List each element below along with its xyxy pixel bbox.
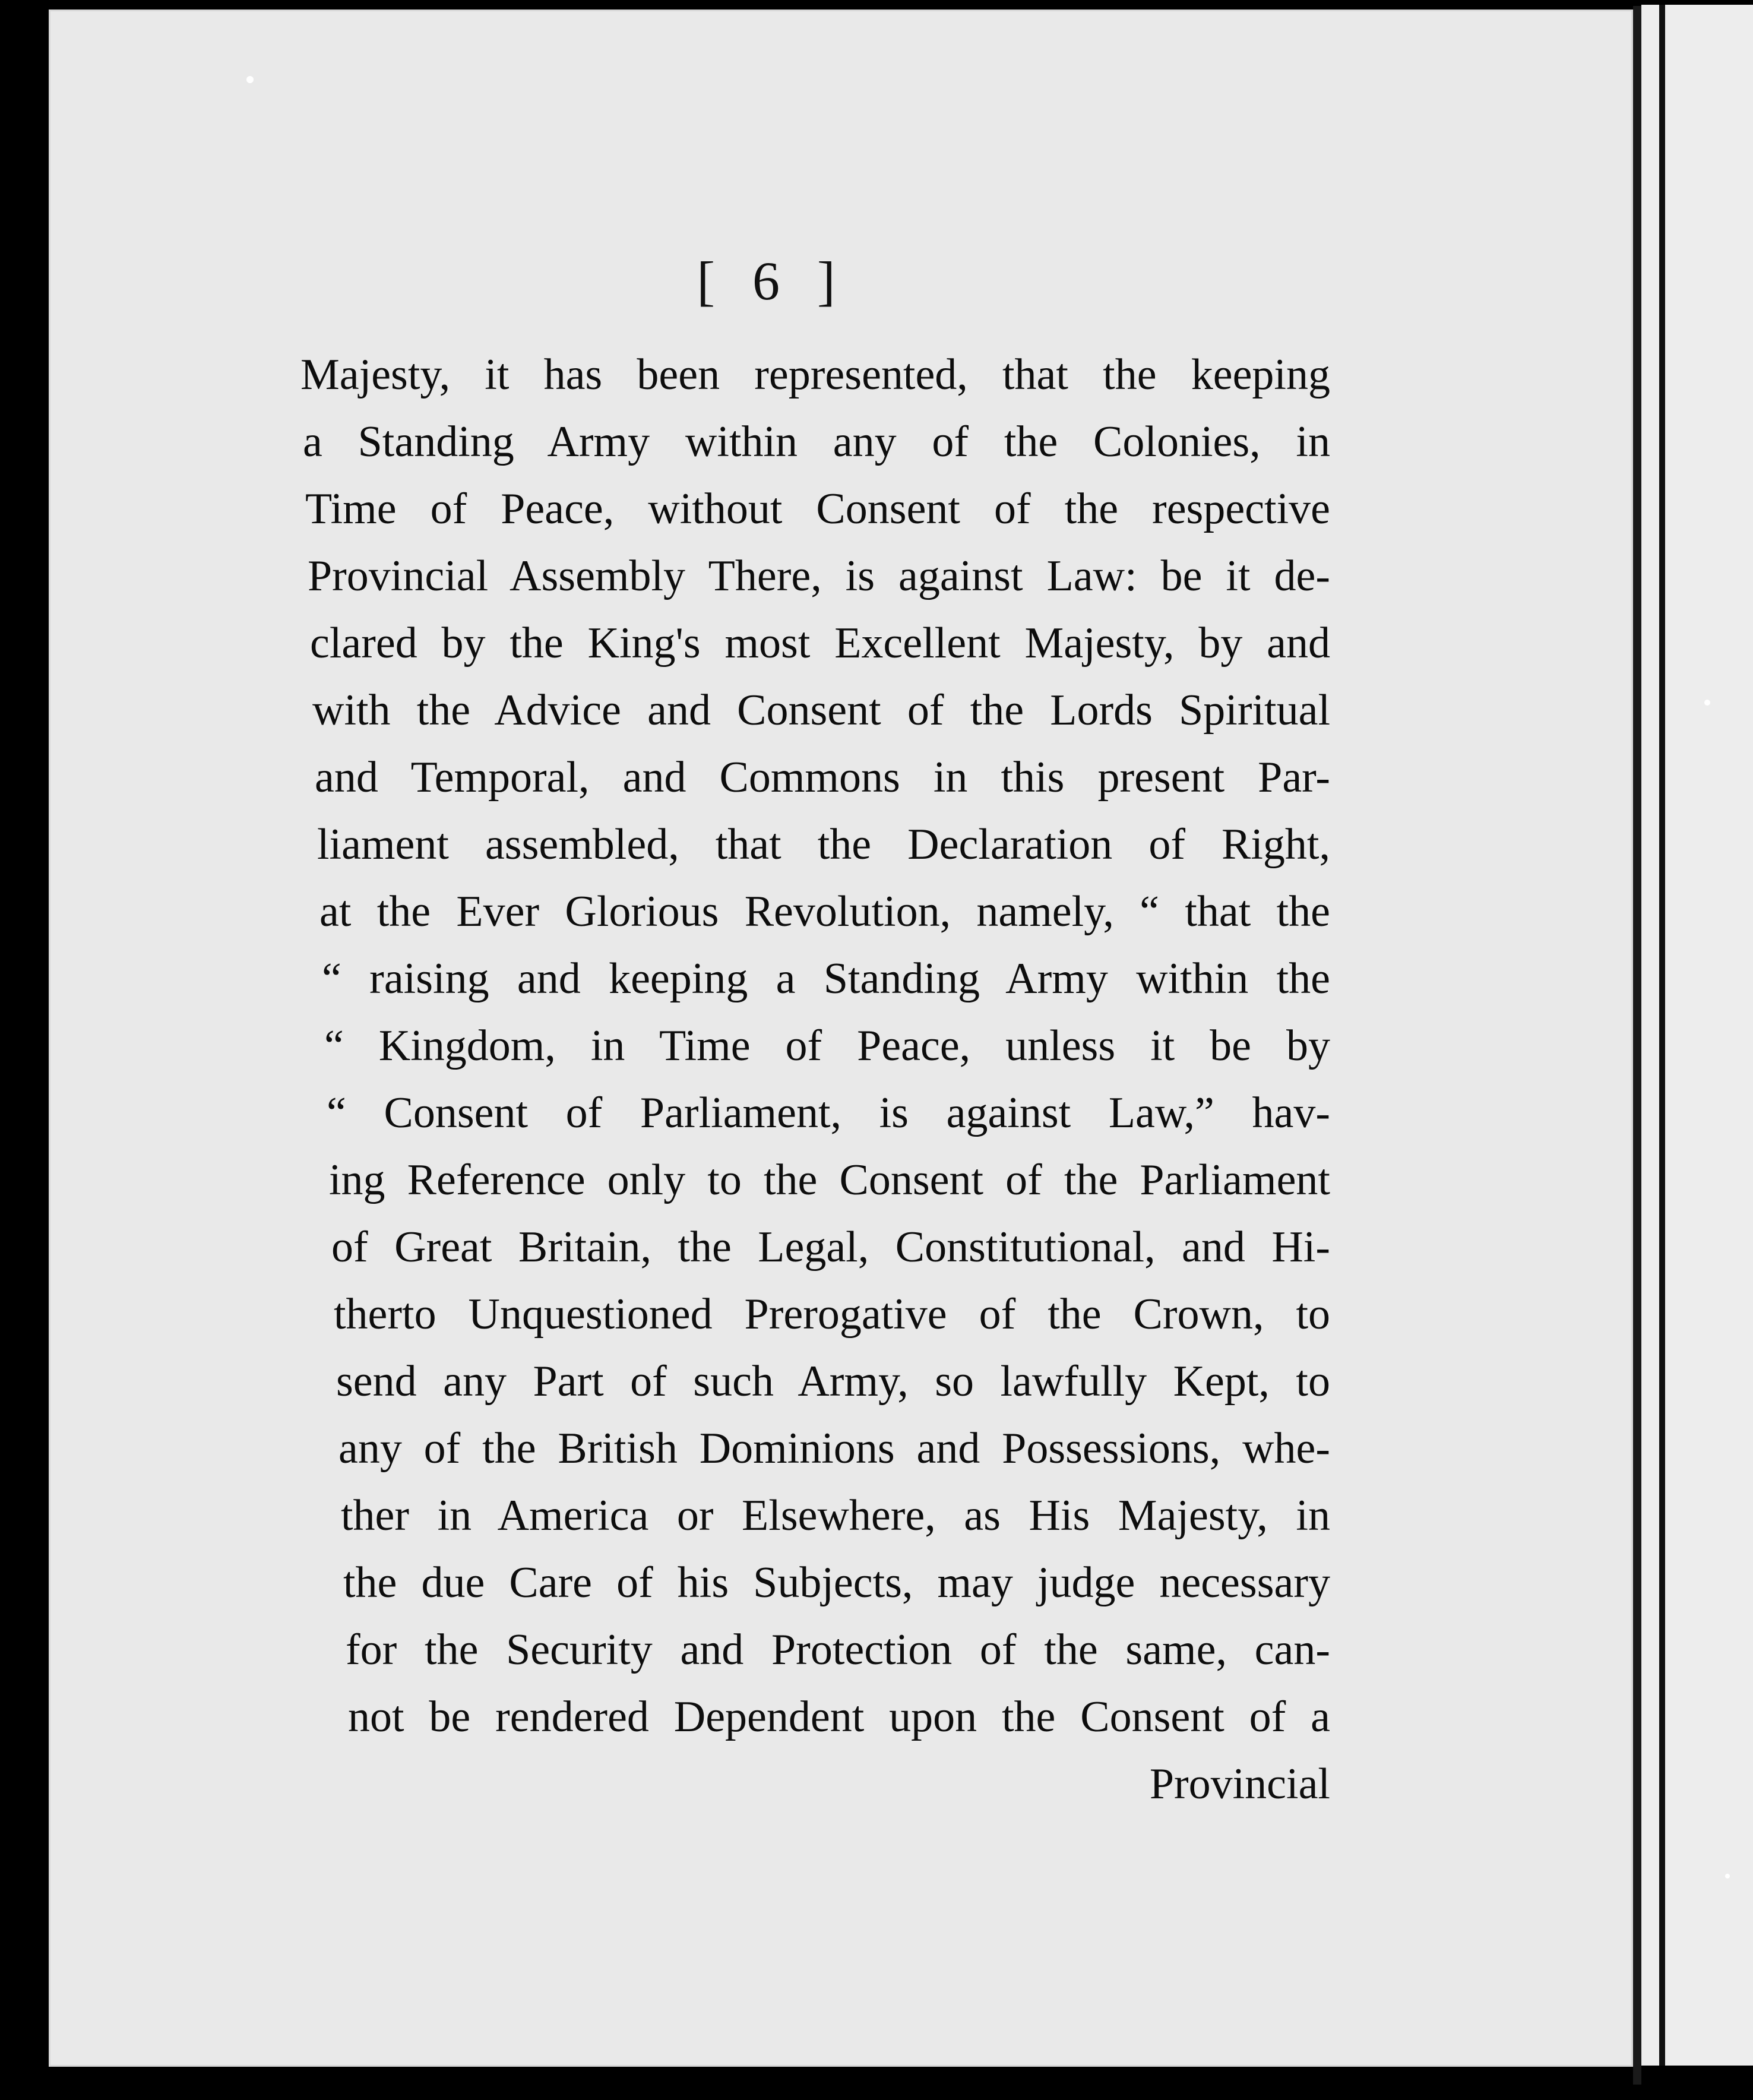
text-line: clared by the King's most Excellent Majesty, by and (310, 619, 1330, 668)
text-line: the due Care of his Subjects, may judge necessary (343, 1558, 1330, 1607)
dust-speck (246, 76, 254, 83)
text-line: “ Consent of Parliament, is against Law,” hav- (327, 1089, 1330, 1137)
adjacent-page-strip (1641, 5, 1753, 2066)
dust-speck (1704, 700, 1710, 706)
text-line: Majesty, it has been represented, that the keeping (300, 350, 1330, 399)
text-line: for the Security and Protection of the same, can- (346, 1625, 1330, 1674)
text-line: Time of Peace, without Consent of the respective (305, 485, 1330, 533)
page-number: [ 6 ] (697, 251, 847, 311)
text-line: “ Kingdom, in Time of Peace, unless it be by (324, 1021, 1330, 1070)
text-line: with the Advice and Consent of the Lords Spiritual (312, 686, 1330, 735)
text-line: ther in America or Elsewhere, as His Majesty, in (341, 1491, 1330, 1540)
text-line: send any Part of such Army, so lawfully Kept, to (336, 1357, 1330, 1406)
text-line: and Temporal, and Commons in this present Par- (315, 753, 1330, 802)
text-line: Provincial Assembly There, is against Law: be it de- (308, 552, 1330, 600)
text-line: not be rendered Dependent upon the Consent of a (348, 1693, 1330, 1741)
text-line: at the Ever Glorious Revolution, namely, “ that the (319, 887, 1330, 936)
dust-speck (1725, 1874, 1730, 1878)
text-line: ing Reference only to the Consent of the Parliament (329, 1156, 1330, 1204)
body-text (297, 341, 1330, 1818)
page-right-edge (1633, 6, 1641, 2085)
adjacent-page-edge (1659, 5, 1665, 2066)
catchword: Provincial (1149, 1760, 1330, 1808)
text-line: liament assembled, that the Declaration of Right, (317, 820, 1330, 869)
text-line: therto Unquestioned Prerogative of the Crown, to (334, 1290, 1330, 1339)
text-line: any of the British Dominions and Possessions, whe- (338, 1424, 1330, 1473)
text-line: a Standing Army within any of the Colonies, in (303, 418, 1330, 466)
text-line: of Great Britain, the Legal, Constitutional, and Hi- (331, 1223, 1330, 1272)
text-line: “ raising and keeping a Standing Army within the (322, 954, 1330, 1003)
